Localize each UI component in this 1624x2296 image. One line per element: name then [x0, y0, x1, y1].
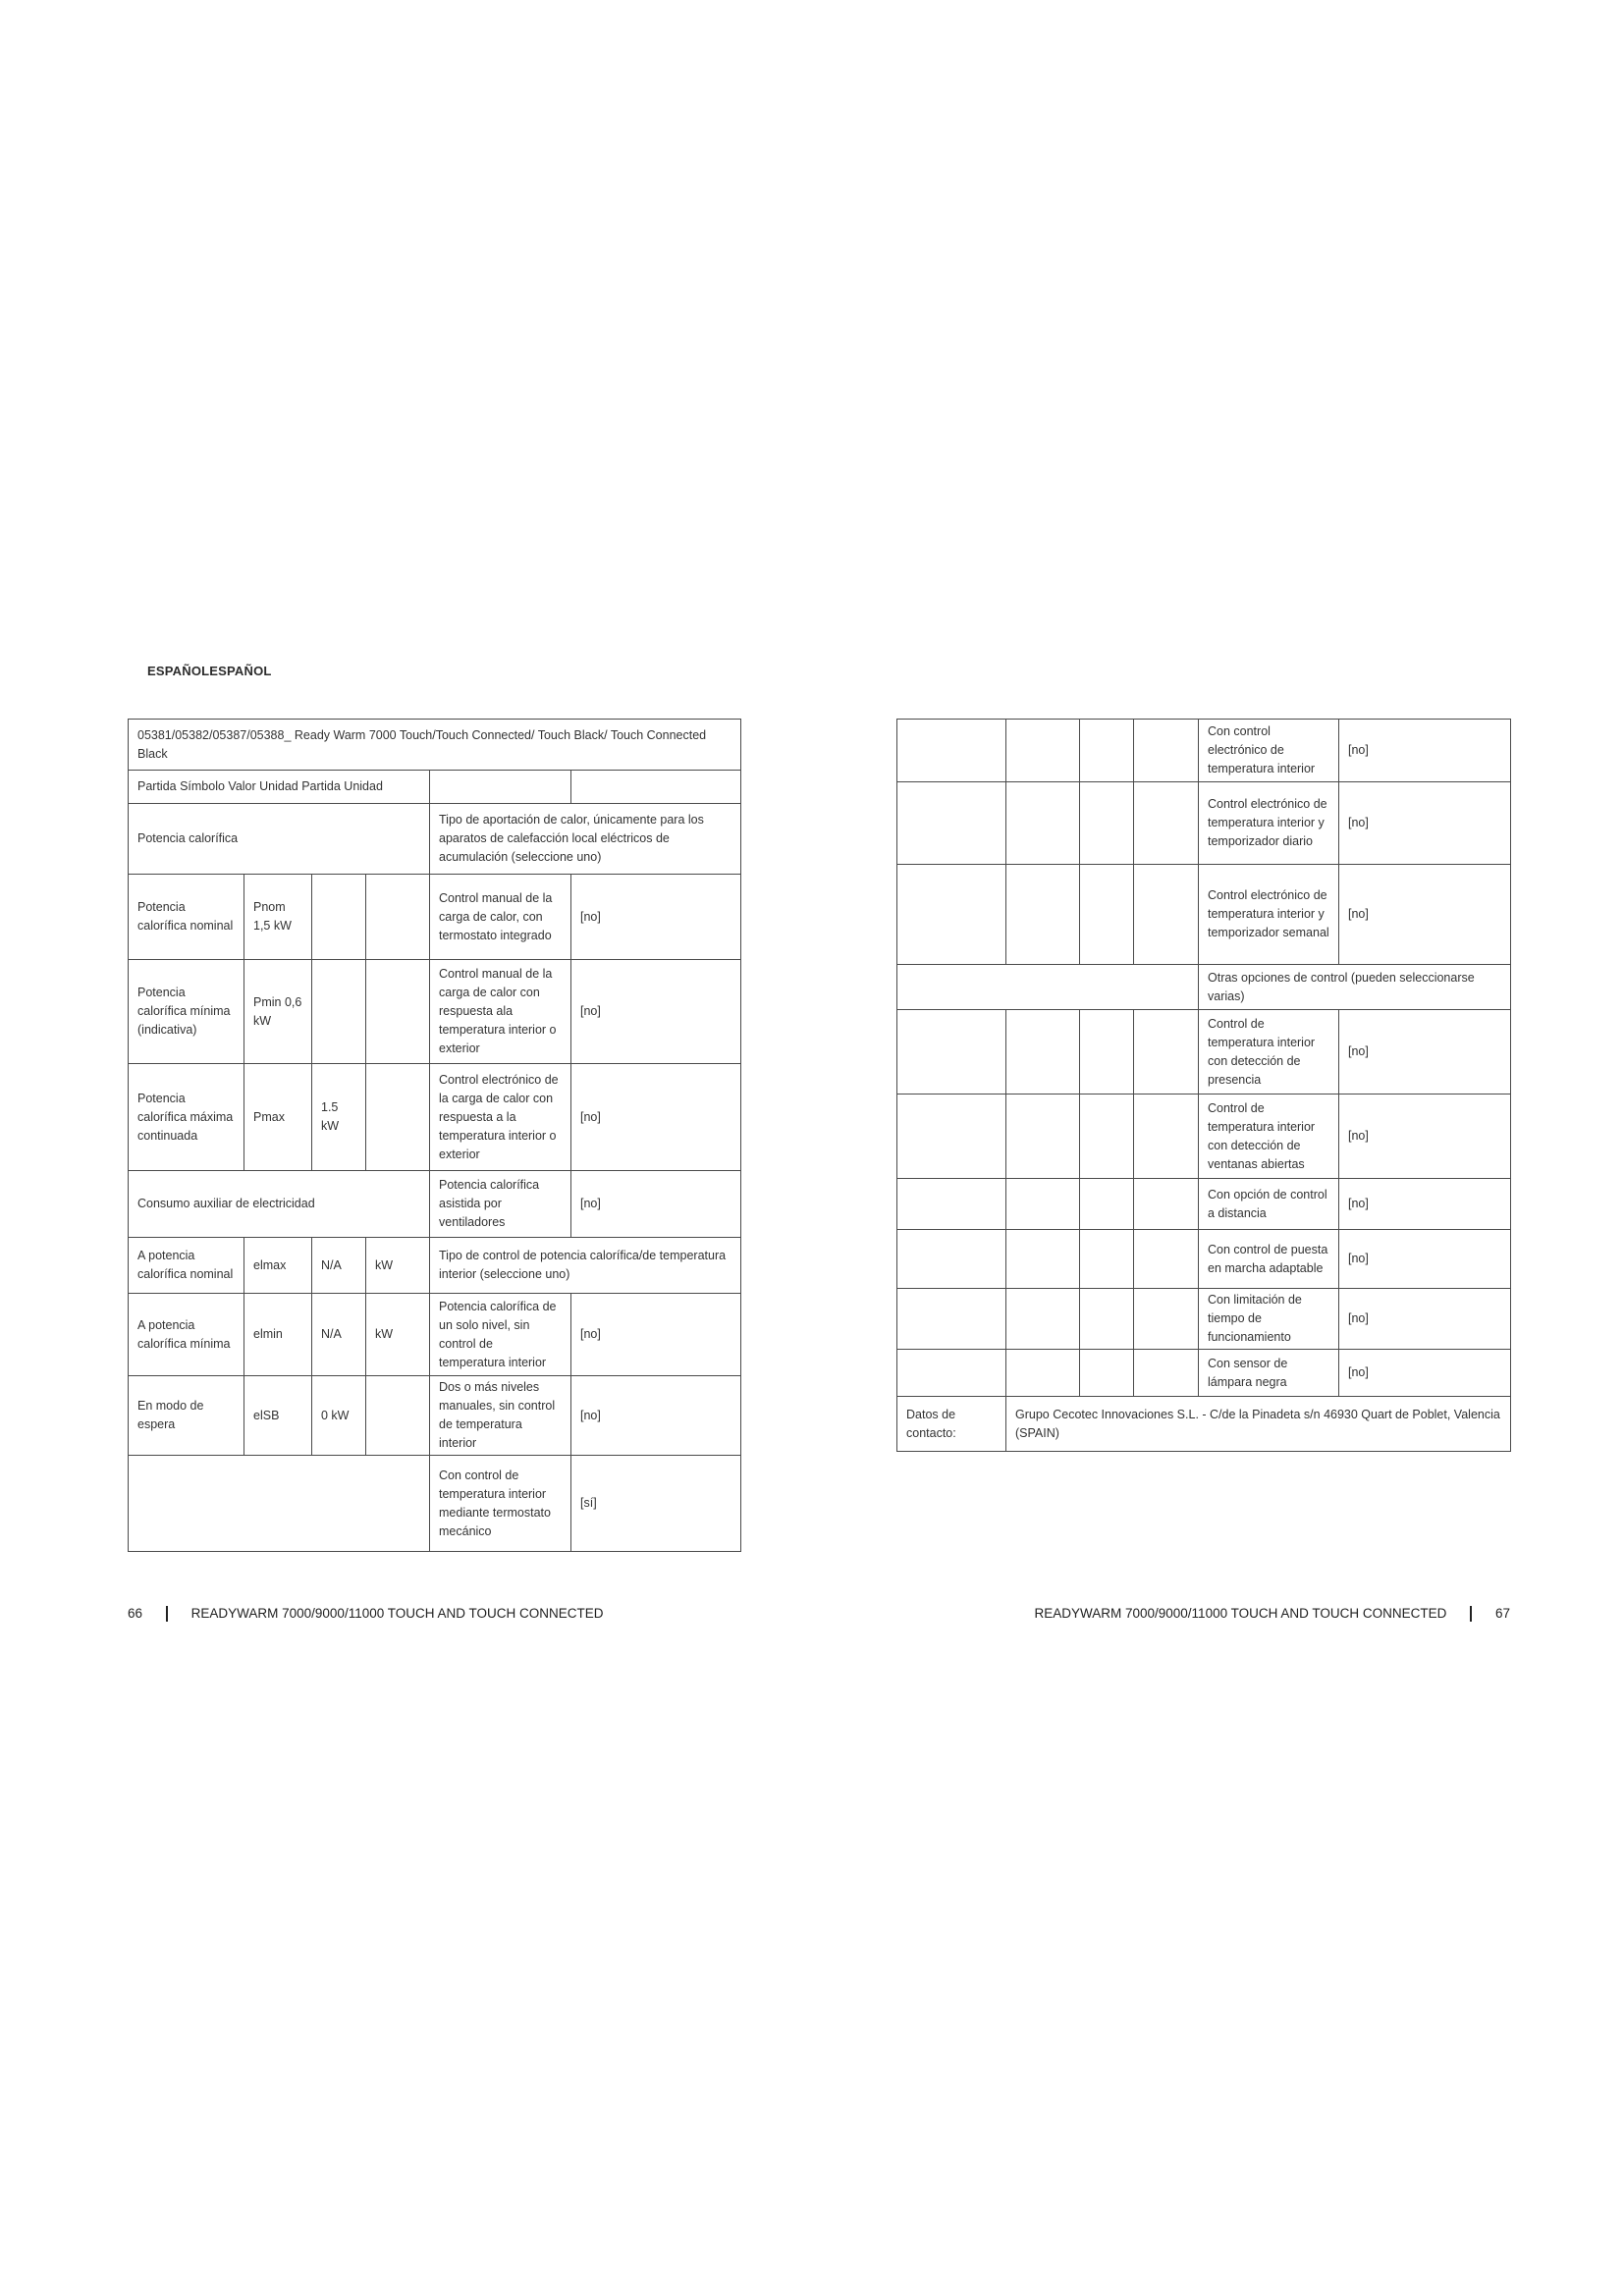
valor-opcion-cell: [no]: [571, 1064, 741, 1171]
unidad-cell: [366, 1064, 430, 1171]
contacto-value: Grupo Cecotec Innovaciones S.L. - C/de la Pinadeta s/n 46930 Quart de Poblet, Valencia (SPAIN): [1006, 1397, 1511, 1452]
empty-cell: [1080, 1095, 1134, 1179]
page-number-right: 67: [1494, 1606, 1510, 1621]
opcion-cell: Potencia calorífica de un solo nivel, sin control de temperatura interior: [430, 1294, 571, 1376]
empty-cell: [897, 1095, 1006, 1179]
table-row: [897, 1010, 1511, 1095]
footer-divider: [166, 1606, 168, 1622]
empty-cell: [430, 771, 571, 804]
empty-cell: [897, 1179, 1006, 1230]
empty-cell: [1134, 720, 1199, 782]
simbolo-cell: Pmax: [244, 1064, 312, 1171]
valor-opcion-cell: [no]: [1339, 1179, 1511, 1230]
table-row: [897, 1095, 1511, 1179]
simbolo-cell: Pmin 0,6 kW: [244, 960, 312, 1064]
unidad-cell: [366, 875, 430, 960]
empty-cell: [897, 865, 1006, 965]
potencia-calorifica-label: Potencia calorífica: [129, 804, 430, 875]
empty-cell: [1080, 1179, 1134, 1230]
valor-opcion-cell: [no]: [571, 1294, 741, 1376]
table-row: [897, 1289, 1511, 1350]
partida-cell: A potencia calorífica mínima: [129, 1294, 244, 1376]
empty-cell: [129, 1456, 430, 1552]
empty-cell: [897, 782, 1006, 865]
table-row: [897, 1230, 1511, 1289]
simbolo-cell: elSB: [244, 1376, 312, 1456]
otras-opciones-label: Otras opciones de control (pueden seleccionarse varias): [1199, 965, 1511, 1010]
opcion-cell: Con control de temperatura interior mediante termostato mecánico: [430, 1456, 571, 1552]
tipo-control-label: Tipo de control de potencia calorífica/de temperatura interior (seleccione uno): [430, 1238, 741, 1294]
opcion-cell: Potencia calorífica asistida por ventiladores: [430, 1171, 571, 1238]
valor-opcion-cell: [no]: [1339, 782, 1511, 865]
empty-cell: [1134, 865, 1199, 965]
valor-opcion-cell: [no]: [1339, 1010, 1511, 1095]
empty-cell: [897, 1010, 1006, 1095]
ecodesign-table-right: [896, 719, 1511, 1452]
partida-cell: Potencia calorífica mínima (indicativa): [129, 960, 244, 1064]
partida-cell: A potencia calorífica nominal: [129, 1238, 244, 1294]
valor-cell: N/A: [312, 1294, 366, 1376]
empty-cell: [1134, 1010, 1199, 1095]
empty-cell: [1080, 1010, 1134, 1095]
empty-cell: [1080, 1350, 1134, 1397]
empty-cell: [1006, 1230, 1080, 1289]
unidad-cell: [366, 960, 430, 1064]
valor-cell: [312, 960, 366, 1064]
unidad-cell: [366, 1376, 430, 1456]
valor-cell: 1.5 kW: [312, 1064, 366, 1171]
empty-cell: [897, 1289, 1006, 1350]
valor-opcion-cell: [no]: [1339, 1350, 1511, 1397]
empty-cell: [1080, 865, 1134, 965]
valor-cell: 0 kW: [312, 1376, 366, 1456]
footer-left: [128, 1606, 604, 1622]
empty-cell: [571, 771, 741, 804]
empty-cell: [1080, 782, 1134, 865]
valor-opcion-cell: [no]: [571, 960, 741, 1064]
footer-title-left: READYWARM 7000/9000/11000 TOUCH AND TOUCH CONNECTED: [190, 1606, 604, 1621]
opcion-cell: Control manual de la carga de calor, con termostato integrado: [430, 875, 571, 960]
opcion-cell: Control manual de la carga de calor con respuesta ala temperatura interior o exterior: [430, 960, 571, 1064]
partida-cell: Potencia calorífica nominal: [129, 875, 244, 960]
opcion-cell: Dos o más niveles manuales, sin control de temperatura interior: [430, 1376, 571, 1456]
partida-cell: Potencia calorífica máxima continuada: [129, 1064, 244, 1171]
opcion-cell: Control electrónico de la carga de calor con respuesta a la temperatura interior o exterior: [430, 1064, 571, 1171]
page-number-left: 66: [128, 1606, 143, 1621]
empty-cell: [1006, 782, 1080, 865]
empty-cell: [897, 720, 1006, 782]
opcion-cell: Control electrónico de temperatura interior y temporizador semanal: [1199, 865, 1339, 965]
simbolo-cell: elmax: [244, 1238, 312, 1294]
valor-opcion-cell: [no]: [571, 1171, 741, 1238]
table-row: [897, 865, 1511, 965]
simbolo-cell: Pnom 1,5 kW: [244, 875, 312, 960]
empty-cell: [897, 1230, 1006, 1289]
valor-opcion-cell: [no]: [1339, 1230, 1511, 1289]
empty-cell: [1080, 1289, 1134, 1350]
valor-opcion-cell: [no]: [1339, 1095, 1511, 1179]
opcion-cell: Control de temperatura interior con detección de ventanas abiertas: [1199, 1095, 1339, 1179]
table-row: [897, 1350, 1511, 1397]
opcion-cell: Con control de puesta en marcha adaptable: [1199, 1230, 1339, 1289]
empty-cell: [1006, 1095, 1080, 1179]
empty-cell: [1006, 865, 1080, 965]
opcion-cell: Con opción de control a distancia: [1199, 1179, 1339, 1230]
valor-opcion-cell: [no]: [1339, 865, 1511, 965]
table-row: [897, 782, 1511, 865]
tipo-aportacion-label: Tipo de aportación de calor, únicamente para los aparatos de calefacción local eléctricos de acumulación (seleccione uno): [430, 804, 741, 875]
opcion-cell: Control de temperatura interior con detección de presencia: [1199, 1010, 1339, 1095]
table-row: [129, 1238, 741, 1294]
empty-cell: [1134, 1230, 1199, 1289]
table-row: [129, 875, 741, 960]
unidad-cell: kW: [366, 1238, 430, 1294]
footer-divider: [1470, 1606, 1472, 1622]
valor-opcion-cell: [sí]: [571, 1456, 741, 1552]
valor-opcion-cell: [no]: [571, 1376, 741, 1456]
table-row: [897, 1179, 1511, 1230]
valor-opcion-cell: [no]: [571, 875, 741, 960]
table-row: [129, 1064, 741, 1171]
empty-cell: [1006, 1010, 1080, 1095]
opcion-cell: Con sensor de lámpara negra: [1199, 1350, 1339, 1397]
unidad-cell: kW: [366, 1294, 430, 1376]
table-row: [129, 1294, 741, 1376]
column-header: Partida Símbolo Valor Unidad Partida Unidad: [129, 771, 430, 804]
valor-opcion-cell: [no]: [1339, 1289, 1511, 1350]
contacto-label: Datos de contacto:: [897, 1397, 1006, 1452]
footer-title-right: READYWARM 7000/9000/11000 TOUCH AND TOUCH CONNECTED: [1034, 1606, 1447, 1621]
valor-cell: [312, 875, 366, 960]
ecodesign-table-left: [128, 719, 741, 1552]
partida-cell: En modo de espera: [129, 1376, 244, 1456]
empty-cell: [1134, 1350, 1199, 1397]
table-row: [897, 720, 1511, 782]
empty-cell: [1080, 1230, 1134, 1289]
empty-cell: [1006, 1350, 1080, 1397]
table-row: [129, 960, 741, 1064]
section-language-header: ESPAÑOLESPAÑOL: [147, 664, 272, 678]
consumo-auxiliar-label: Consumo auxiliar de electricidad: [129, 1171, 430, 1238]
opcion-cell: Con control electrónico de temperatura interior: [1199, 720, 1339, 782]
empty-cell: [1080, 720, 1134, 782]
empty-cell: [1134, 1179, 1199, 1230]
empty-cell: [1006, 1289, 1080, 1350]
valor-opcion-cell: [no]: [1339, 720, 1511, 782]
empty-cell: [1134, 1095, 1199, 1179]
opcion-cell: Control electrónico de temperatura interior y temporizador diario: [1199, 782, 1339, 865]
opcion-cell: Con limitación de tiempo de funcionamiento: [1199, 1289, 1339, 1350]
empty-cell: [1006, 720, 1080, 782]
table-title: 05381/05382/05387/05388_ Ready Warm 7000 Touch/Touch Connected/ Touch Black/ Touch Connected Black: [129, 720, 741, 771]
empty-cell: [1134, 782, 1199, 865]
empty-cell: [897, 1350, 1006, 1397]
table-row: [129, 1376, 741, 1456]
empty-cell: [897, 965, 1199, 1010]
footer-right: [1034, 1606, 1510, 1622]
empty-cell: [1006, 1179, 1080, 1230]
simbolo-cell: elmin: [244, 1294, 312, 1376]
valor-cell: N/A: [312, 1238, 366, 1294]
empty-cell: [1134, 1289, 1199, 1350]
